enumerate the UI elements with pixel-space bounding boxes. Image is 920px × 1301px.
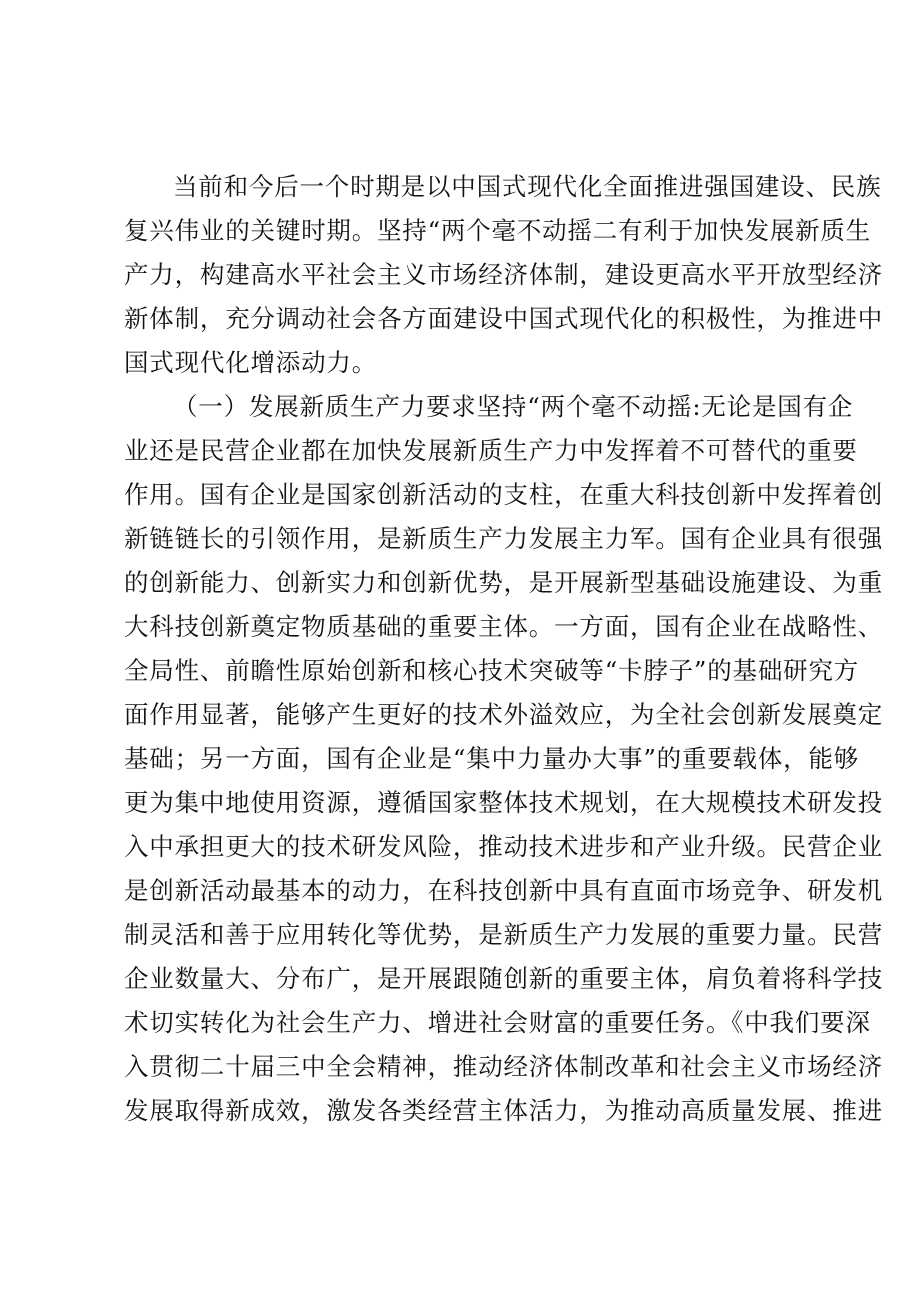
paragraph-line: 新体制，充分调动社会各方面建设中国式现代化的积极性，为推进中: [124, 304, 883, 333]
paragraph-line: 全局性、前瞻性原始创新和核心技术突破等“卡脖子”的基础研究方: [124, 656, 860, 685]
paragraph-line: 当前和今后一个时期是以中国式现代化全面推进强国建设、民族: [173, 172, 882, 201]
paragraph-line: 入贯彻二十届三中全会精神，推动经济体制改革和社会主义市场经济: [124, 1052, 883, 1081]
paragraph-line: 业还是民营企业都在加快发展新质生产力中发挥着不可替代的重要: [124, 436, 858, 465]
paragraph-line: 术切实转化为社会生产力、增进社会财富的重要任务。《中我们要深: [124, 1008, 871, 1037]
paragraph-line: 的创新能力、创新实力和创新优势，是开展新型基础设施建设、为重: [124, 568, 883, 597]
paragraph-line: 复兴伟业的关键时期。坚持“两个毫不动摇二有利于加快发展新质生: [124, 216, 872, 245]
paragraph-line: 更为集中地使用资源，遵循国家整体技术规划，在大规模技术研发投: [124, 788, 883, 817]
paragraph-line: （一）发展新质生产力要求坚持“两个毫不动摇:无论是国有企: [173, 392, 854, 421]
paragraph-line: 入中承担更大的技术研发风险，推动技术进步和产业升级。民营企业: [124, 832, 883, 861]
paragraph-line: 产力，构建高水平社会主义市场经济体制，建设更高水平开放型经济: [124, 260, 883, 289]
paragraph-line: 大科技创新奠定物质基础的重要主体。一方面，国有企业在战略性、: [124, 612, 883, 641]
paragraph-2: [124, 385, 883, 1133]
paragraph-line: 企业数量大、分布广，是开展跟随创新的重要主体，肩负着将科学技: [124, 964, 883, 993]
paragraph-1: [124, 165, 883, 385]
paragraph-line: 发展取得新成效，激发各类经营主体活力，为推动高质量发展、推进: [124, 1096, 883, 1125]
paragraph-line: 面作用显著，能够产生更好的技术外溢效应，为全社会创新发展奠定: [124, 700, 883, 729]
paragraph-line: 制灵活和善于应用转化等优势，是新质生产力发展的重要力量。民营: [124, 920, 883, 949]
paragraph-line: 国式现代化增添动力。: [124, 348, 377, 377]
paragraph-line: 作用。国有企业是国家创新活动的支柱，在重大科技创新中发挥着创: [124, 480, 883, 509]
paragraph-line: 新链链长的引领作用，是新质生产力发展主力军。国有企业具有很强: [124, 524, 883, 553]
paragraph-line: 基础；另一方面，国有企业是“集中力量办大事”的重要载体，能够: [124, 744, 860, 773]
paragraph-line: 是创新活动最基本的动力，在科技创新中具有直面市场竞争、研发机: [124, 876, 883, 905]
